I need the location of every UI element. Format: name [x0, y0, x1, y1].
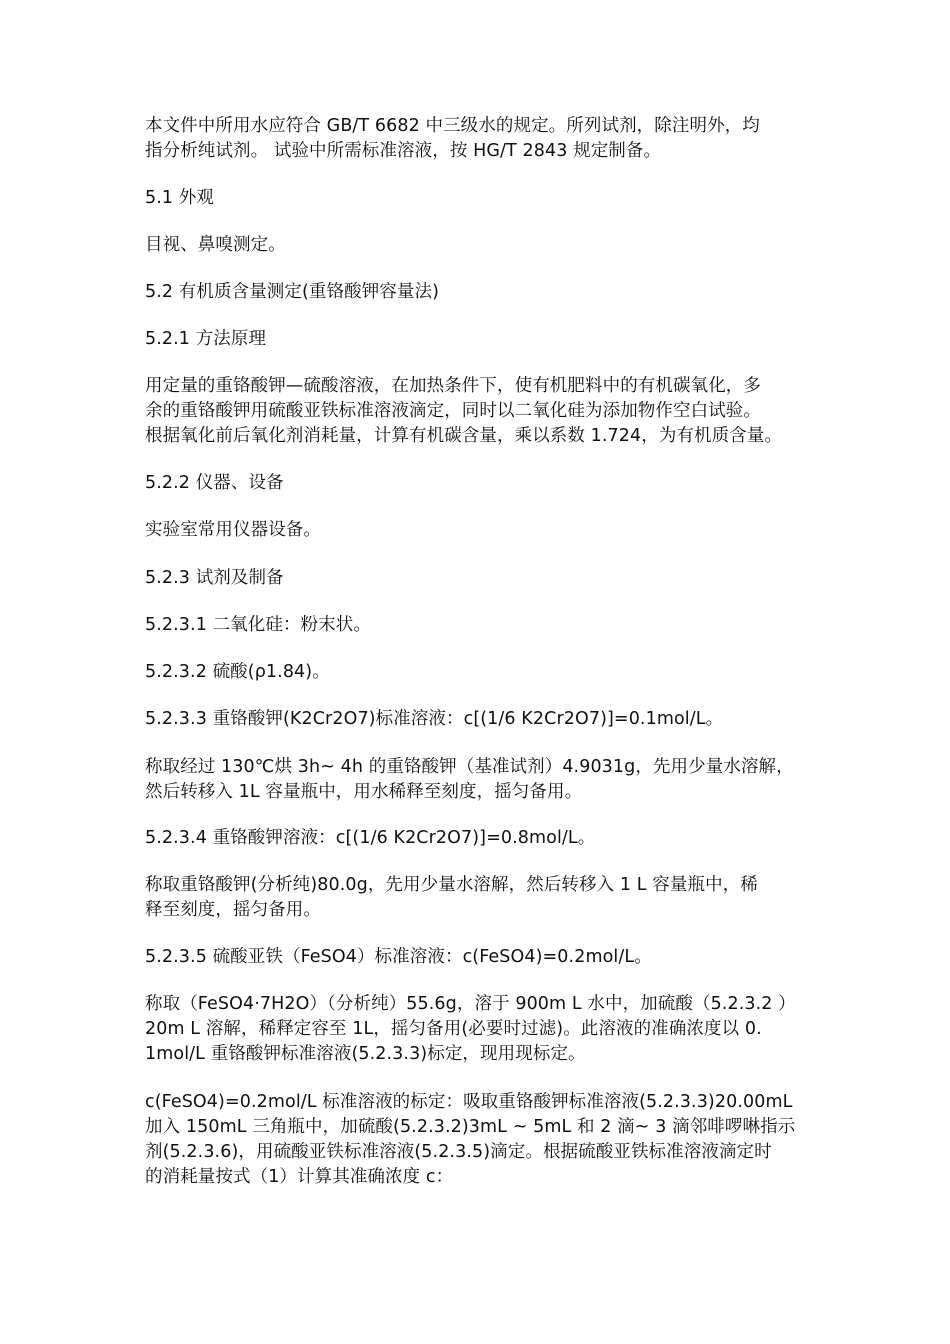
section-heading-5-2	[145, 280, 815, 305]
heading-text: 5.2 有机质含量测定(重铬酸钾容量法)	[145, 282, 440, 302]
text-line: 5.2.3.5 硫酸亚铁（FeSO4）标准溶液：c(FeSO4)=0.2mol/L。	[145, 947, 652, 967]
heading-text: 5.2.1 方法原理	[145, 329, 267, 349]
text-line: 5.2.3.4 重铬酸钾溶液：c[(1/6 K2Cr2O7)]=0.8mol/L。	[145, 828, 596, 848]
section-heading-5-1	[145, 186, 815, 211]
heading-text: 5.1 外观	[145, 188, 214, 208]
text-line: 的消耗量按式（1）计算其准确浓度 c：	[145, 1167, 454, 1187]
method-principle-paragraph	[145, 374, 815, 449]
item-5-2-3-4	[145, 826, 815, 851]
text-line: 5.2.3.1 二氧化硅：粉末状。	[145, 615, 371, 635]
section-heading-5-2-2	[145, 471, 815, 496]
text-line: 5.2.3.2 硫酸(ρ1.84)。	[145, 662, 330, 682]
section-heading-5-2-1	[145, 327, 815, 352]
text-line: 5.2.3.3 重铬酸钾(K2Cr2O7)标准溶液：c[(1/6 K2Cr2O7)]=0.1mol/L。	[145, 709, 724, 729]
text-line: 实验室常用仪器设备。	[145, 520, 321, 540]
text-line: c(FeSO4)=0.2mol/L 标准溶液的标定：吸取重铬酸钾标准溶液(5.2.3.3)20.00mL	[145, 1092, 793, 1112]
item-5-2-3-3-paragraph	[145, 755, 815, 805]
text-line: 本文件中所用水应符合 GB/T 6682 中三级水的规定。所列试剂，除注明外，均	[145, 116, 760, 136]
text-line: 剂(5.2.3.6)，用硫酸亚铁标准溶液(5.2.3.5)滴定。根据硫酸亚铁标准溶液滴定时	[145, 1142, 772, 1162]
text-line: 释至刻度，摇匀备用。	[145, 900, 321, 920]
text-line: 余的重铬酸钾用硫酸亚铁标准溶液滴定，同时以二氧化硅为添加物作空白试验。	[145, 401, 761, 421]
item-5-2-3-1	[145, 613, 815, 638]
item-5-2-3-2	[145, 660, 815, 685]
item-5-2-3-3	[145, 707, 815, 732]
text-line: 20m L 溶解，稀释定容至 1L，摇匀备用(必要时过滤)。此溶液的准确浓度以 0.	[145, 1019, 762, 1039]
item-5-2-3-5-paragraph	[145, 992, 815, 1067]
section-text-5-1	[145, 233, 815, 258]
calibration-paragraph	[145, 1090, 815, 1190]
heading-text: 5.2.3 试剂及制备	[145, 568, 284, 588]
text-line: 称取（FeSO4·7H2O）（分析纯）55.6g，溶于 900m L 水中，加硫酸（5.2.3.2 ）	[145, 994, 796, 1014]
text-line: 加入 150mL 三角瓶中，加硫酸(5.2.3.2)3mL ~ 5mL 和 2 滴~ 3 滴邻啡啰啉指示	[145, 1117, 796, 1137]
text-line: 根据氧化前后氧化剂消耗量，计算有机碳含量，乘以系数 1.724，为有机质含量。	[145, 426, 783, 446]
text-line: 称取经过 130℃烘 3h~ 4h 的重铬酸钾（基准试剂）4.9031g，先用少量水溶解，	[145, 757, 794, 777]
text-line: 用定量的重铬酸钾—硫酸溶液，在加热条件下，使有机肥料中的有机碳氧化，多	[145, 376, 761, 396]
intro-paragraph	[145, 114, 815, 164]
text-line: 目视、鼻嗅测定。	[145, 235, 286, 255]
section-text-5-2-2	[145, 518, 815, 543]
text-line: 1mol/L 重铬酸钾标准溶液(5.2.3.3)标定，现用现标定。	[145, 1044, 586, 1064]
text-line: 然后转移入 1L 容量瓶中，用水稀释至刻度，摇匀备用。	[145, 782, 583, 802]
heading-text: 5.2.2 仪器、设备	[145, 473, 284, 493]
text-line: 称取重铬酸钾(分析纯)80.0g，先用少量水溶解，然后转移入 1 L 容量瓶中，稀	[145, 875, 758, 895]
section-heading-5-2-3	[145, 566, 815, 591]
text-line: 指分析纯试剂。 试验中所需标准溶液，按 HG/T 2843 规定制备。	[145, 141, 662, 161]
item-5-2-3-5	[145, 945, 815, 970]
item-5-2-3-4-paragraph	[145, 873, 815, 923]
